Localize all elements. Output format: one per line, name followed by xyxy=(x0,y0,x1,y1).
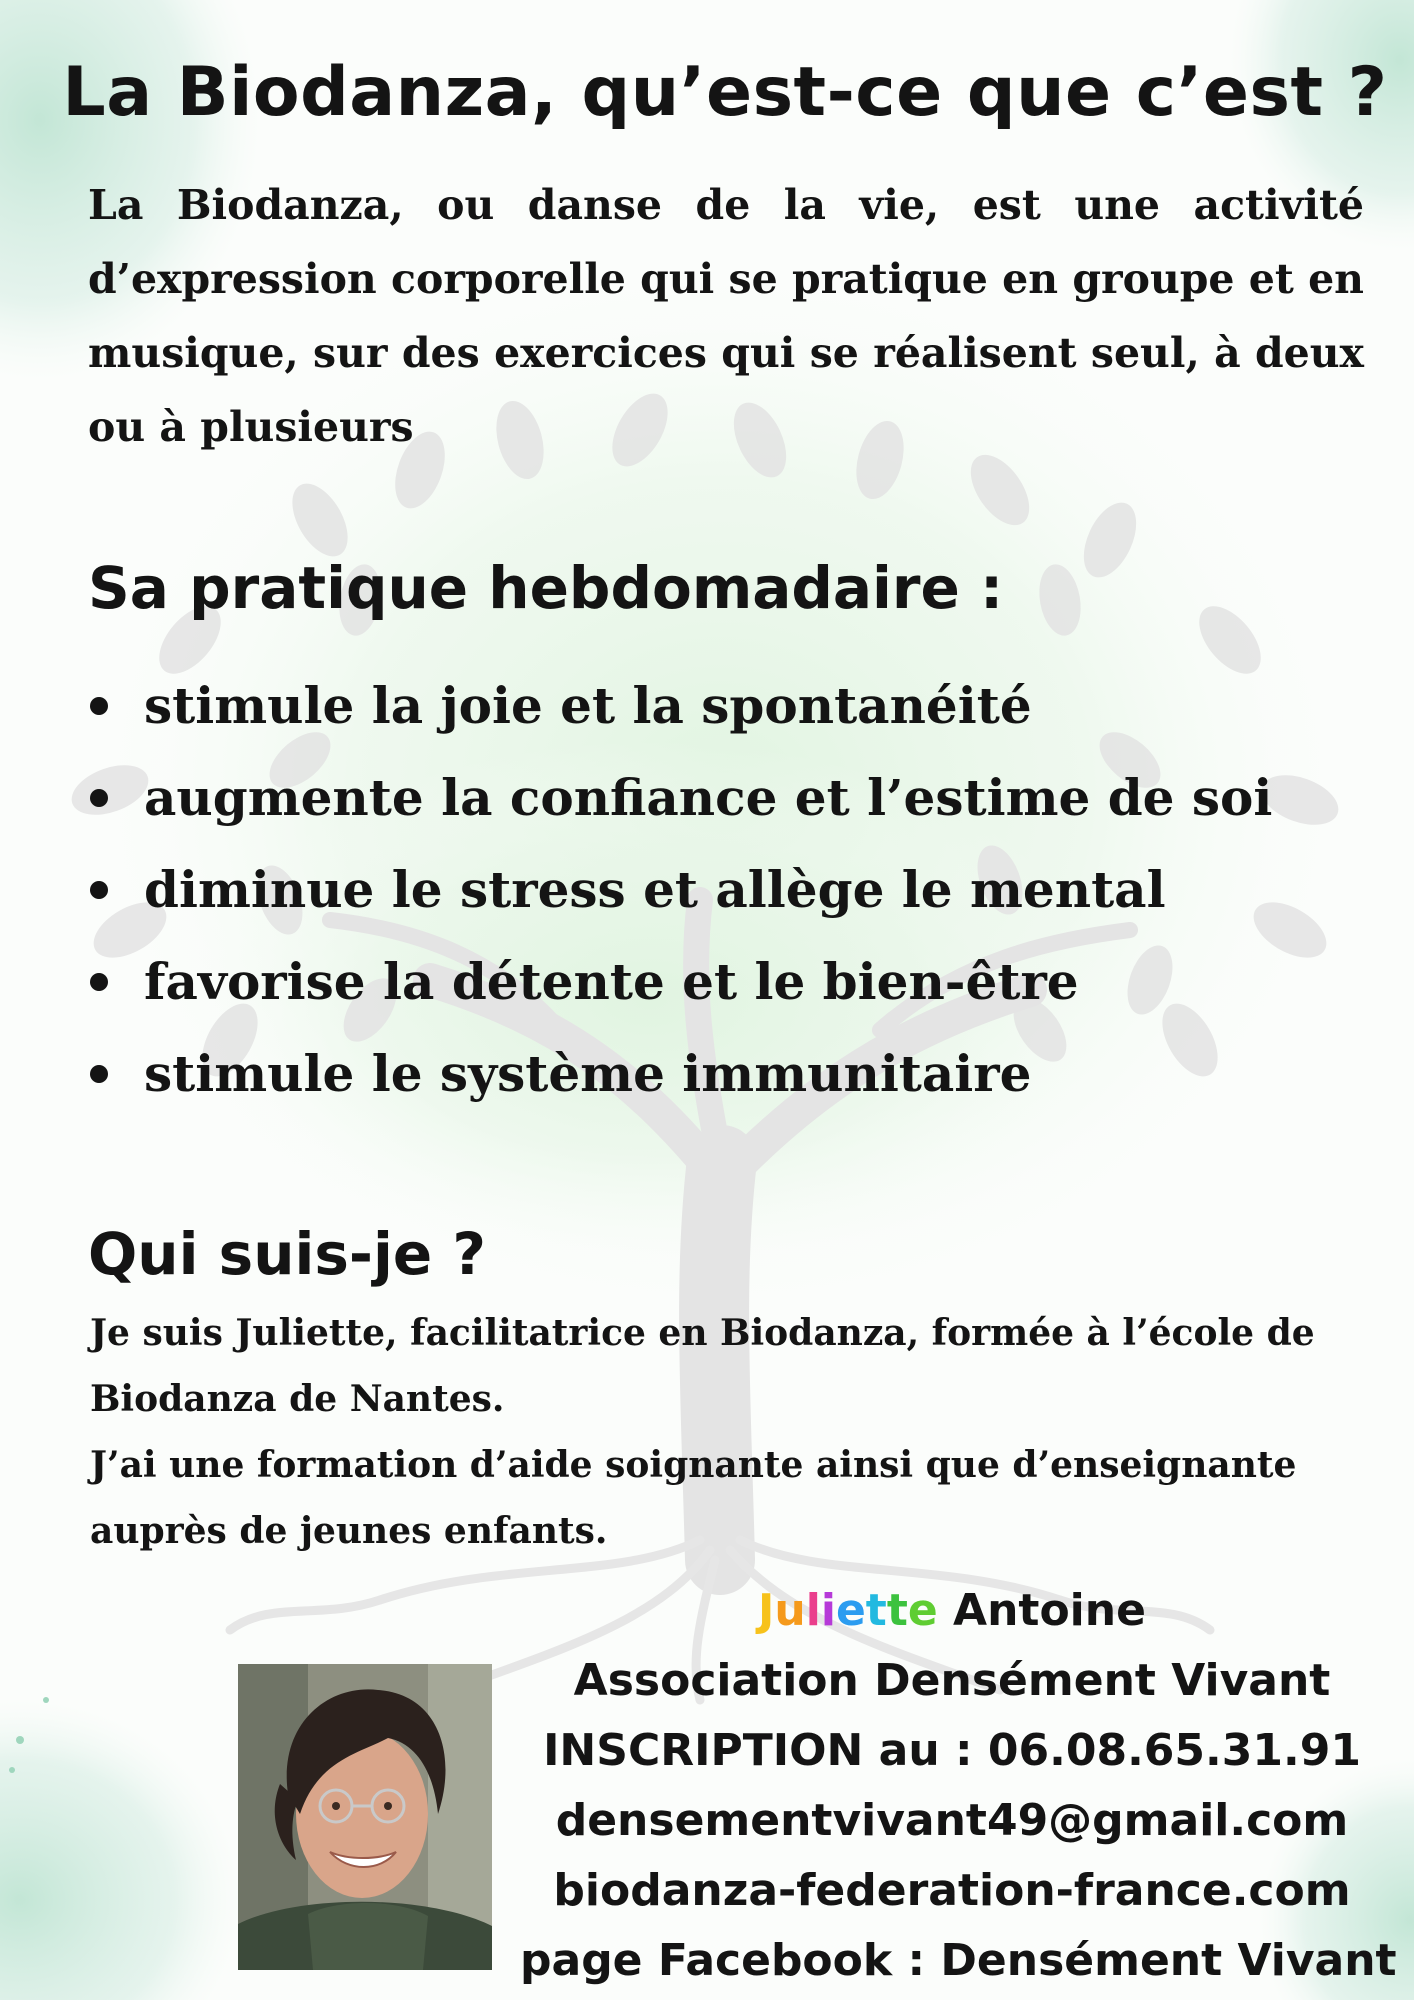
first-name xyxy=(758,1585,938,1636)
first-name-letter: l xyxy=(805,1585,821,1636)
website-address: biodanza-federation-france.com xyxy=(553,1865,1351,1916)
practice-heading: Sa pratique hebdomadaire : xyxy=(88,554,1004,622)
facebook-page: page Facebook : Densément Vivant xyxy=(520,1935,1397,1986)
first-name-letter: i xyxy=(820,1585,836,1636)
benefit-text: stimule la joie et la spontanéité xyxy=(144,676,1032,735)
page-title: La Biodanza, qu’est-ce que c’est ? xyxy=(62,53,1388,132)
about-heading: Qui suis-je ? xyxy=(88,1220,487,1288)
contact-name xyxy=(520,1576,1384,1646)
bullet-icon xyxy=(90,881,108,899)
list-item xyxy=(88,936,1388,1028)
email-address: densementvivant49@gmail.com xyxy=(555,1795,1349,1846)
list-item xyxy=(88,752,1388,844)
contact-block xyxy=(520,1576,1397,1996)
first-name-letter: u xyxy=(774,1585,806,1636)
bullet-icon xyxy=(90,1065,108,1083)
bullet-icon xyxy=(90,789,108,807)
benefit-text: diminue le stress et allège le mental xyxy=(144,860,1166,919)
first-name-letter: e xyxy=(907,1585,938,1636)
benefit-text: augmente la confiance et l’estime de soi xyxy=(144,768,1273,827)
first-name-letter: e xyxy=(835,1585,866,1636)
bullet-icon xyxy=(90,973,108,991)
first-name-letter: t xyxy=(865,1585,887,1636)
last-name: Antoine xyxy=(953,1585,1146,1636)
person-photo-icon xyxy=(238,1664,492,1970)
benefits-list xyxy=(88,660,1388,1120)
first-name-letter: J xyxy=(758,1585,775,1636)
intro-paragraph: La Biodanza, ou danse de la vie, est une activité d’expression corporelle qui se pratique en groupe et en musique, sur des exercices qui se réalisent seul, à deux ou à plusieurs xyxy=(88,181,1364,451)
list-item xyxy=(88,844,1388,936)
about-paragraph: J’ai une formation d’aide soignante ainsi que d’enseignante auprès de jeunes enfants. xyxy=(90,1444,1297,1552)
benefit-text: stimule le système immunitaire xyxy=(144,1044,1032,1103)
benefit-text: favorise la détente et le bien-être xyxy=(144,952,1079,1011)
first-name-letter: t xyxy=(886,1585,908,1636)
portrait-photo xyxy=(238,1664,492,1970)
list-item xyxy=(88,660,1388,752)
about-paragraph: Je suis Juliette, facilitatrice en Biodanza, formée à l’école de Biodanza de Nantes. xyxy=(90,1312,1315,1420)
inscription-phone: INSCRIPTION au : 06.08.65.31.91 xyxy=(543,1725,1361,1776)
list-item xyxy=(88,1028,1388,1120)
about-text xyxy=(90,1300,1380,1564)
bullet-icon xyxy=(90,697,108,715)
association-name: Association Densément Vivant xyxy=(573,1655,1331,1706)
